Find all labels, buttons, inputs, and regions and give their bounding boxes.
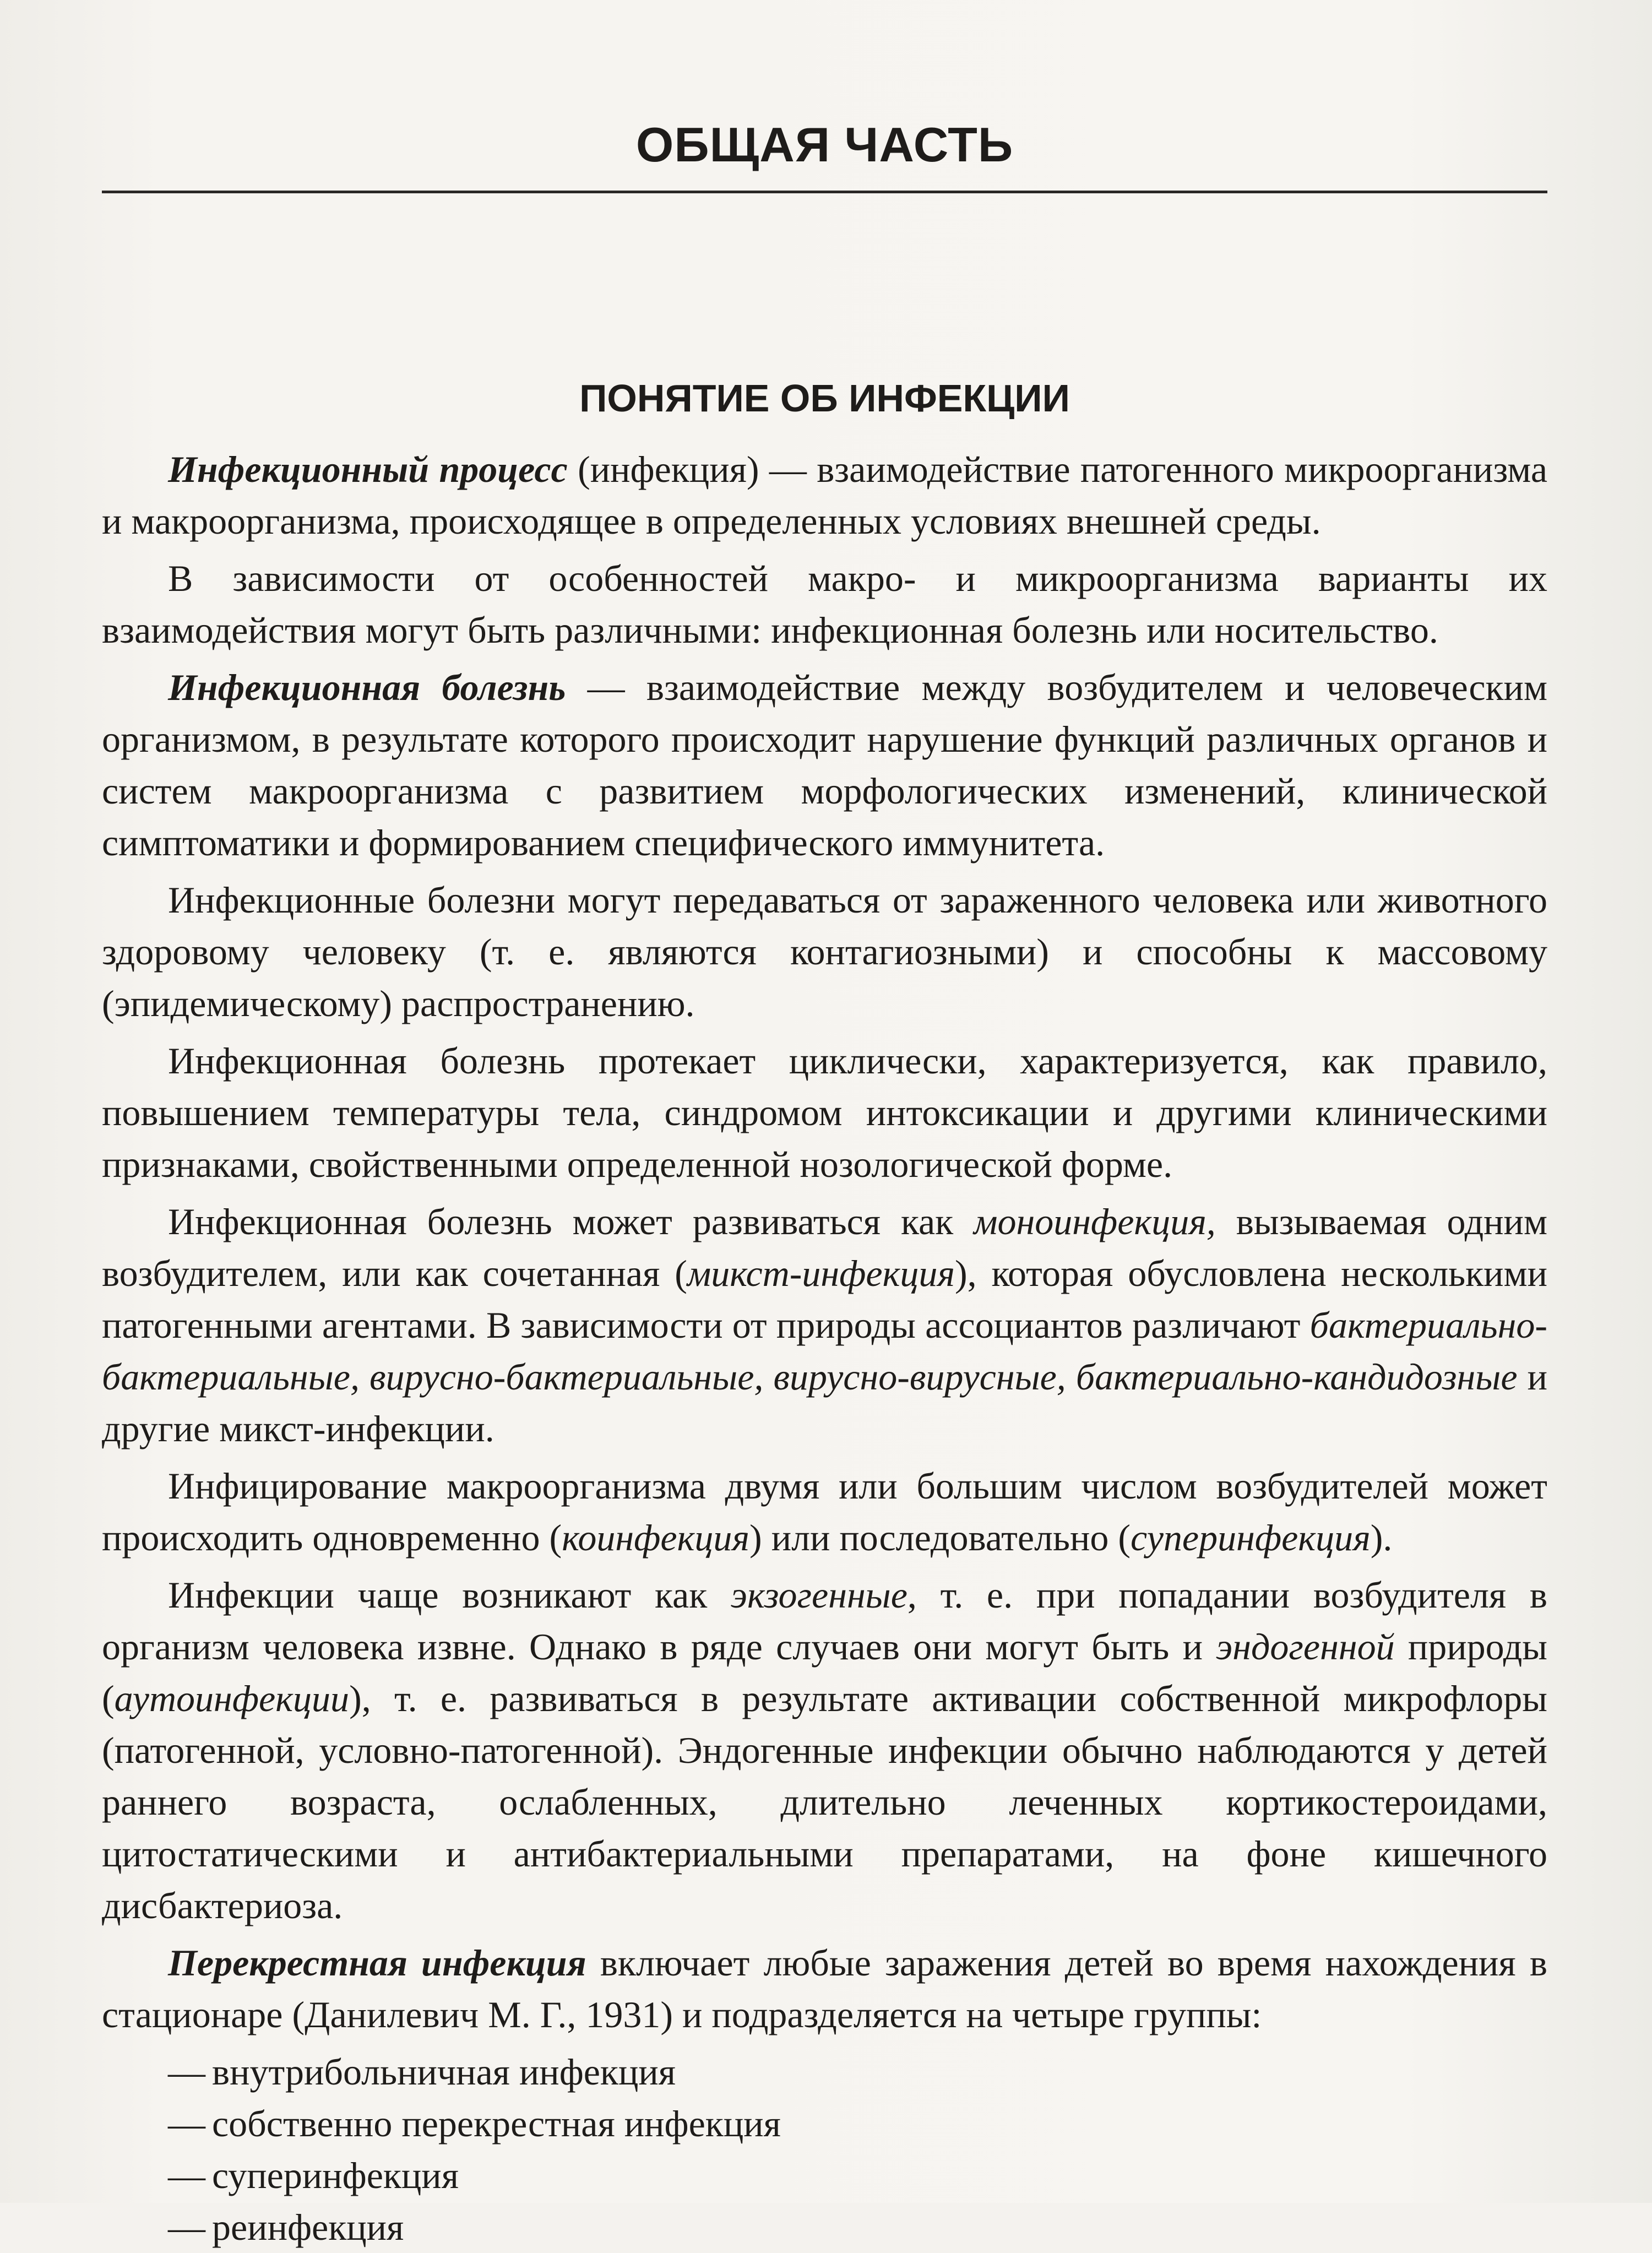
- list-marker: —: [168, 2154, 205, 2196]
- cross-infection-groups-list: [102, 2046, 1547, 2253]
- term-autoinfection: аутоинфекции: [114, 1677, 350, 1719]
- paragraph-text: ).: [1370, 1516, 1393, 1559]
- list-marker: —: [168, 2050, 205, 2093]
- list-item: [168, 2098, 1547, 2149]
- paragraph-mono-mixed: [102, 1196, 1547, 1454]
- term-cross-infection: Перекрестная инфекция: [168, 1941, 586, 1984]
- paragraph-cross-infection: [102, 1937, 1547, 2040]
- paragraph-coinfection: [102, 1460, 1547, 1563]
- term-coinfection: коинфекция: [562, 1516, 750, 1559]
- term-mixed-infection: микст-инфекция: [687, 1252, 955, 1294]
- paragraph-variants: В зависимости от особенностей макро- и микроорганизма варианты их взаимодействия могут быть различными: инфекционная болезнь или носительство.: [102, 557, 1547, 651]
- term-superinfection: суперинфекция: [1131, 1516, 1371, 1559]
- paragraph-text: включает любые заражения детей во время нахождения в стационаре (Данилевич М. Г., 1931) и подразделяется на четыре группы:: [102, 1941, 1547, 2035]
- paragraph-text: природы (: [102, 1625, 1547, 1719]
- term-exogenous: экзогенные: [730, 1573, 907, 1616]
- term-associant-types: бактериально-бактериальные, вирусно-бактериальные, вирусно-вирусные, бактериально-кандидозные: [102, 1304, 1547, 1398]
- list-marker: —: [168, 2206, 205, 2248]
- list-marker: —: [168, 2102, 205, 2145]
- term-endogenous: эндогенной: [1216, 1625, 1395, 1668]
- list-item: [168, 2201, 1547, 2253]
- paragraph-text: , т. е. при попадании возбудителя в организм человека извне. Однако в ряде случаев они могут быть и: [102, 1573, 1547, 1668]
- list-item-text: внутрибольничная инфекция: [212, 2050, 676, 2093]
- paragraph-text: Инфекции чаще возникают как: [168, 1573, 731, 1616]
- paragraph-course: Инфекционная болезнь протекает циклически, характеризуется, как правило, повышением температуры тела, синдромом интоксикации и другими клиническими признаками, свойственными определенной нозологической форме.: [102, 1039, 1547, 1185]
- section-title: ОБЩАЯ ЧАСТЬ: [635, 117, 1014, 172]
- list-item: [168, 2149, 1547, 2201]
- paragraph-text: — взаимодействие между возбудителем и человеческим организмом, в результате которого происходит нарушение функций различных органов и систем макроорганизма с развитием морфологических изменений, клинической симптоматики и формированием специфического иммунитета.: [102, 666, 1547, 864]
- paragraph-text: Инфицирование макроорганизма двумя или большим числом возбудителей может происходить одновременно (: [102, 1464, 1547, 1559]
- paragraph-infectious-disease: [102, 661, 1547, 868]
- paragraph-transmission: Инфекционные болезни могут передаваться от зараженного человека или животного здоровому человеку (т. е. являются контагиозными) и способны к массовому (эпидемическому) распространению.: [102, 878, 1547, 1024]
- paragraph-text: ), которая обусловлена несколькими патогенными агентами. В зависимости от природы ассоциантов различают: [102, 1252, 1547, 1346]
- paragraph-infectious-process: [102, 443, 1547, 547]
- term-infectious-process: Инфекционный процесс: [168, 448, 568, 490]
- list-item-text: реинфекция: [212, 2206, 404, 2248]
- subsection-title: ПОНЯТИЕ ОБ ИНФЕКЦИИ: [579, 376, 1070, 420]
- paragraph-text: ), т. е. развиваться в результате активации собственной микрофлоры (патогенной, условно-патогенной). Эндогенные инфекции обычно наблюдаются у детей раннего возраста, ослабленных, длительно леченных кортикостероидами, цитостатическими и антибактериальными препаратами, на фоне кишечного дисбактериоза.: [102, 1677, 1547, 1926]
- list-item-text: собственно перекрестная инфекция: [212, 2102, 781, 2145]
- list-item-text: суперинфекция: [212, 2154, 459, 2196]
- paragraph-text: (инфекция) — взаимодействие патогенного микроорганизма и макроорганизма, происходящее в определенных условиях внешней среды.: [102, 448, 1547, 542]
- paragraph-exo-endo: [102, 1569, 1547, 1931]
- paragraph-text: и другие микст-инфекции.: [102, 1355, 1547, 1449]
- paragraph-text: ) или последовательно (: [749, 1516, 1131, 1559]
- paragraph-text: вызываемая одним возбудителем, или как сочетанная (: [102, 1200, 1547, 1294]
- list-item: [168, 2046, 1547, 2098]
- paragraph-text: Инфекционная болезнь может развиваться как: [168, 1200, 974, 1242]
- title-rule: [102, 191, 1547, 193]
- term-infectious-disease: Инфекционная болезнь: [168, 666, 566, 708]
- term-monoinfection: моноинфекция,: [974, 1200, 1216, 1242]
